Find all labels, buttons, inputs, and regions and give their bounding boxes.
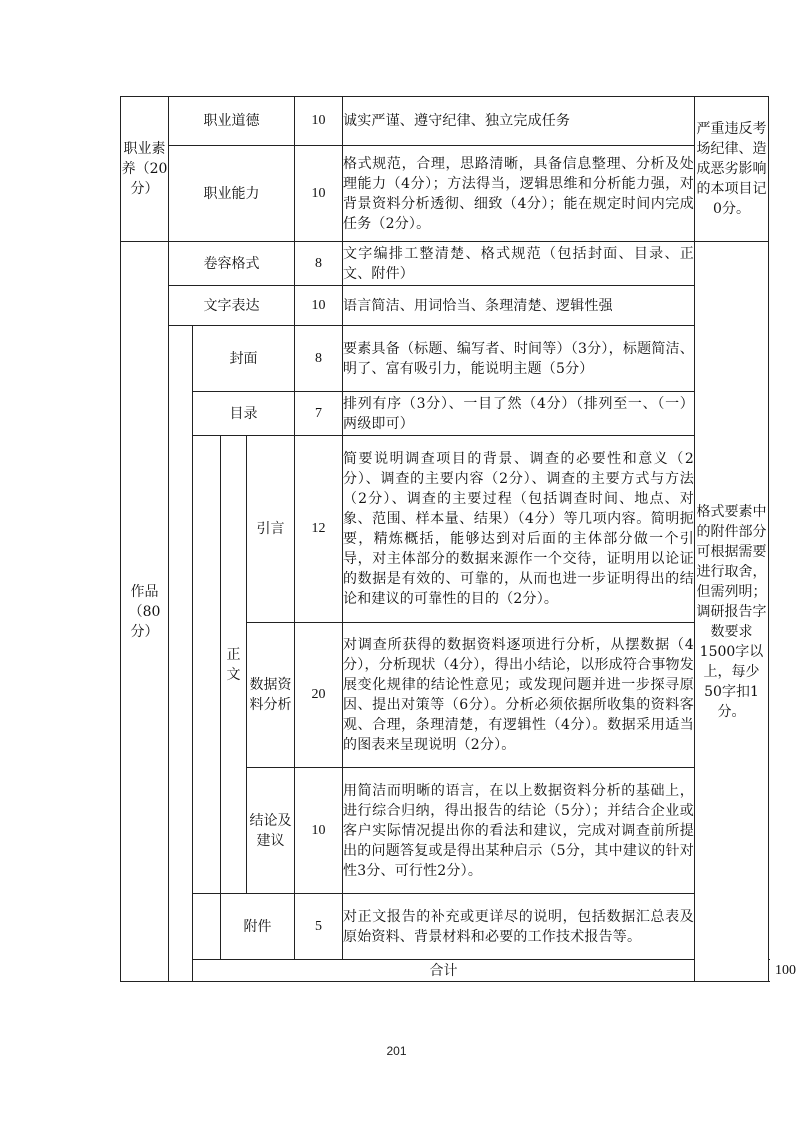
note-zuopin: 格式要素中的附件部分可根据需要进行取舍，但需列明；调研报告字数要求1500字以上，每少50字扣1分。: [695, 242, 769, 982]
points-zhiye-daode: 10: [295, 97, 343, 146]
points-wenzi: 10: [295, 286, 343, 326]
table-row: [121, 326, 769, 392]
sub-group-bracket: [169, 326, 193, 982]
category-zhiye-suyang: 职业素养（20分）: [121, 97, 169, 242]
desc-zhiye-nengli: 格式规范，合理，思路清晰，具备信息整理、分析及处理能力（4分）；方法得当，逻辑思维和分析能力强，对背景资料分析透彻、细致（4分）；能在规定时间内完成任务（2分）。: [343, 146, 695, 242]
desc-juanrong: 文字编排工整清楚、格式规范（包括封面、目录、正文、附件）: [343, 242, 695, 286]
item-zhengwen: 正文: [221, 436, 247, 894]
item-wenzi: 文字表达: [169, 286, 295, 326]
points-fujian: 5: [295, 894, 343, 960]
desc-mulu: 排列有序（3分）、一目了然（4分）（排列至一、（一）两级即可）: [343, 392, 695, 436]
table-row: 合计 100: [121, 960, 769, 982]
table-row: [121, 286, 769, 326]
desc-wenzi: 语言简洁、用词恰当、条理清楚、逻辑性强: [343, 286, 695, 326]
points-jielun: 10: [295, 768, 343, 894]
desc-yinyan: 简要说明调查项目的背景、调查的必要性和意义（2分）、调查的主要内容（2分）、调查的主要方式与方法（2分）、调查的主要过程（包括调查时间、地点、对象、范围、样本量、结果）（4分）等几项内容。简明扼要，精炼概括，能够达到对后面的主体部分做一个引导，对主体部分的数据来源作一个交待，证明用以论证的数据是有效的、可靠的，从而也进一步证明得出的结论和建议的可靠性的目的（2分）。: [343, 436, 695, 623]
points-yinyan: 12: [295, 436, 343, 623]
table-row: [121, 894, 769, 960]
grading-table: [120, 96, 796, 982]
points-zhiye-nengli: 10: [295, 146, 343, 242]
table-row: [121, 97, 769, 146]
table-row: [121, 242, 769, 286]
item-jielun: 结论及建议: [247, 768, 295, 894]
fujian-bracket: [193, 894, 221, 960]
page-number: 201: [386, 1044, 407, 1058]
desc-shuju: 对调查所获得的数据资料逐项进行分析，从摆数据（4分），分析现状（4分），得出小结论，以形成符合事物发展变化规律的结论性意见；或发现问题并进一步探寻原因、提出对策等（6分）。分析必须依据所收集的资料客观、合理，条理清楚，有逻辑性（4分）。数据采用适当的图表来呈现说明（2分）。: [343, 623, 695, 768]
desc-jielun: 用简洁而明晰的语言，在以上数据资料分析的基础上，进行综合归纳，得出报告的结论（5分）；并结合企业或客户实际情况提出你的看法和建议，完成对调查前所提出的问题答复或是得出某种启示（5分，其中建议的针对性3分、可行性2分）。: [343, 768, 695, 894]
item-juanrong: 卷容格式: [169, 242, 295, 286]
item-mulu: 目录: [193, 392, 295, 436]
total-label: 合计: [193, 960, 695, 982]
item-fujian: 附件: [221, 894, 295, 960]
item-zhiye-daode: 职业道德: [169, 97, 295, 146]
item-shuju: 数据资料分析: [247, 623, 295, 768]
points-mulu: 7: [295, 392, 343, 436]
points-juanrong: 8: [295, 242, 343, 286]
table-row: [121, 392, 769, 436]
points-fengmian: 8: [295, 326, 343, 392]
item-fengmian: 封面: [193, 326, 295, 392]
desc-fengmian: 要素具备（标题、编写者、时间等）（3分），标题简洁、明了、富有吸引力，能说明主题（5分）: [343, 326, 695, 392]
table-row: [121, 146, 769, 242]
note-zhiye-suyang: 严重违反考场纪律、造成恶劣影响的本项目记0分。: [695, 97, 769, 242]
desc-fujian: 对正文报告的补充或更详尽的说明，包括数据汇总表及原始资料、背景材料和必要的工作技术报告等。: [343, 894, 695, 960]
category-zuopin: 作品（80分）: [121, 242, 169, 982]
desc-zhiye-daode: 诚实严谨、遵守纪律、独立完成任务: [343, 97, 695, 146]
points-shuju: 20: [295, 623, 343, 768]
item-zhiye-nengli: 职业能力: [169, 146, 295, 242]
item-yinyan: 引言: [247, 436, 295, 623]
zhengwen-bracket: [193, 436, 221, 894]
table-row: [121, 436, 769, 623]
